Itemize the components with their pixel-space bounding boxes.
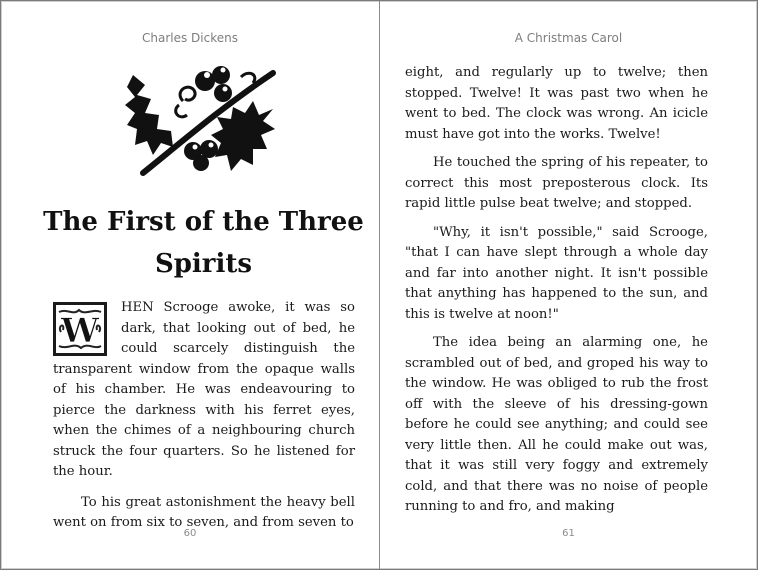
page-number-left: 60 — [183, 528, 197, 539]
left-paragraph-2: To his great astonishment the heavy bell went on from six to seven, and from seven to — [53, 494, 355, 530]
left-paragraph-1: HEN Scrooge awoke, it was so dark, that looking out of bed, he could scarcely distinguish the transparent window from the opaque walls of his chamber. He was endeavouring to pierce the darkness with his ferret eyes, when the chimes of a neighbouring church struck the four quarters. So he listened for the hour. — [53, 300, 355, 479]
svg-text:W: W — [60, 311, 100, 351]
right-paragraph-4: The idea being an alarming one, he scrambled out of bed, and groped his way to the window. He was obliged to rub the frost off with the sleeve of his dressing-gown before he could see anything; and could see very little then. All he could make out was, that it was still very foggy and extremely cold, and that there was no noise of people running to and fro, and making — [405, 335, 708, 514]
right-page-text — [405, 63, 708, 526]
right-paragraph-3: "Why, it isn't possible," said Scrooge, "that I can have slept through a whole day and far into another night. It isn't possible that anything has happened to the sun, and this is twelve at noon!" — [405, 224, 708, 322]
chapter-title: The First of the Three Spirits — [43, 207, 364, 279]
dropcap-w-icon — [53, 302, 107, 356]
right-paragraph-2: He touched the spring of his repeater, to correct this most preposterous clock. Its rapid little pulse beat twelve; and stopped. — [405, 155, 708, 211]
left-page[interactable] — [1, 1, 379, 569]
right-paragraph-1: eight, and regularly up to twelve; then stopped. Twelve! It was past two when he went to bed. The clock was wrong. An icicle must have got into the works. Twelve! — [405, 65, 708, 142]
right-page[interactable] — [380, 1, 757, 569]
left-page-text — [53, 298, 355, 544]
running-head-title: A Christmas Carol — [514, 31, 623, 45]
page-number-right: 61 — [562, 528, 575, 539]
running-head-author: Charles Dickens — [142, 31, 238, 45]
holly-ornament-icon — [123, 65, 283, 177]
